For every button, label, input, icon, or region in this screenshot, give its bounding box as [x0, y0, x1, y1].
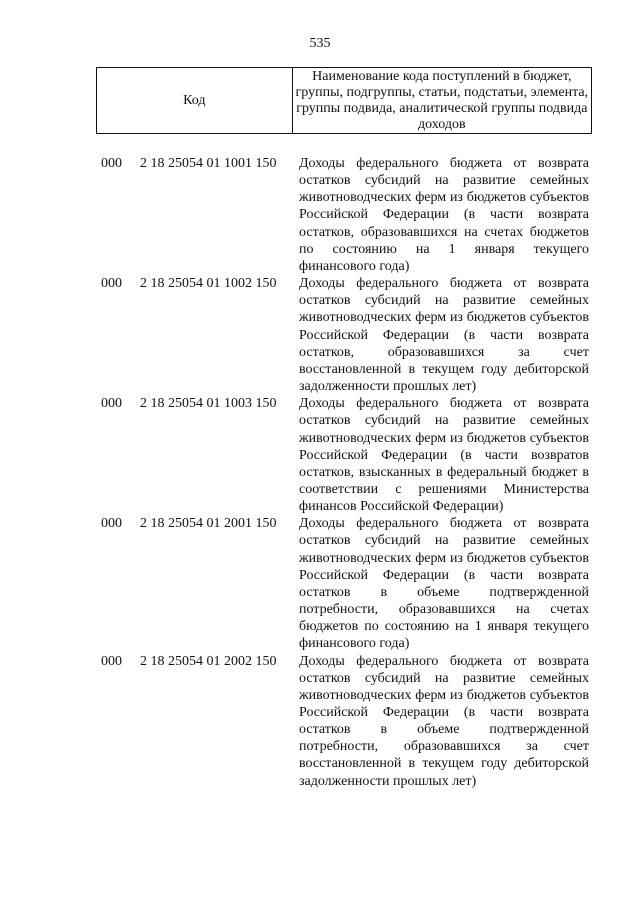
income-code: 2 18 25054 01 1003 150 [140, 396, 277, 412]
list-item [101, 653, 591, 790]
name-column-header: Наименование кода поступлений в бюджет, группы, подгруппы, статьи, подстатьи, элемента, группы подвида, аналитической группы подвида доходов [292, 68, 591, 134]
list-item [101, 515, 591, 652]
admin-code: 000 [101, 516, 122, 532]
income-code: 2 18 25054 01 1002 150 [140, 276, 277, 292]
admin-code: 000 [101, 276, 122, 292]
admin-code: 000 [101, 156, 122, 171]
code-column-header: Код [97, 68, 293, 134]
income-code: 2 18 25054 01 2001 150 [140, 516, 277, 532]
list-item [101, 395, 591, 515]
income-description: Доходы федерального бюджета от возврата остатков субсидий на развитие семейных животноводческих ферм из бюджетов субъектов Российской Федерации (в части возвратов остатков, взысканных в федеральный бюджет в соответствии с решениями Министерства финансов Российской Федерации) [299, 396, 589, 515]
header-table [96, 67, 592, 134]
income-description: Доходы федерального бюджета от возврата остатков субсидий на развитие семейных животноводческих ферм из бюджетов субъектов Российской Федерации (в части возврата остатков в объеме подтвержденной потребности, образовавшихся на счетах бюджетов по состоянию на 1 января текущего финансового года) [299, 516, 589, 652]
income-code: 2 18 25054 01 1001 150 [140, 156, 277, 171]
list-item [101, 155, 591, 275]
page-number: 535 [309, 36, 331, 51]
list-item [101, 275, 591, 395]
income-code: 2 18 25054 01 2002 150 [140, 653, 277, 669]
admin-code: 000 [101, 653, 122, 669]
income-description: Доходы федерального бюджета от возврата остатков субсидий на развитие семейных животноводческих ферм из бюджетов субъектов Российской Федерации (в части возврата остатков, образовавшихся на счетах бюджетов по состоянию на 1 января текущего финансового года) [299, 156, 589, 274]
income-description: Доходы федерального бюджета от возврата остатков субсидий на развитие семейных животноводческих ферм из бюджетов субъектов Российской Федерации (в части возврата остатков, образовавшихся за счет восстановленной в текущем году дебиторской задолженности прошлых лет) [299, 276, 589, 395]
income-code-list [101, 155, 591, 790]
admin-code: 000 [101, 396, 122, 412]
income-description: Доходы федерального бюджета от возврата остатков субсидий на развитие семейных животноводческих ферм из бюджетов субъектов Российской Федерации (в части возврата остатков в объеме подтвержденной потребности, образовавшихся за счет восстановленной в текущем году дебиторской задолженности прошлых лет) [299, 653, 589, 789]
